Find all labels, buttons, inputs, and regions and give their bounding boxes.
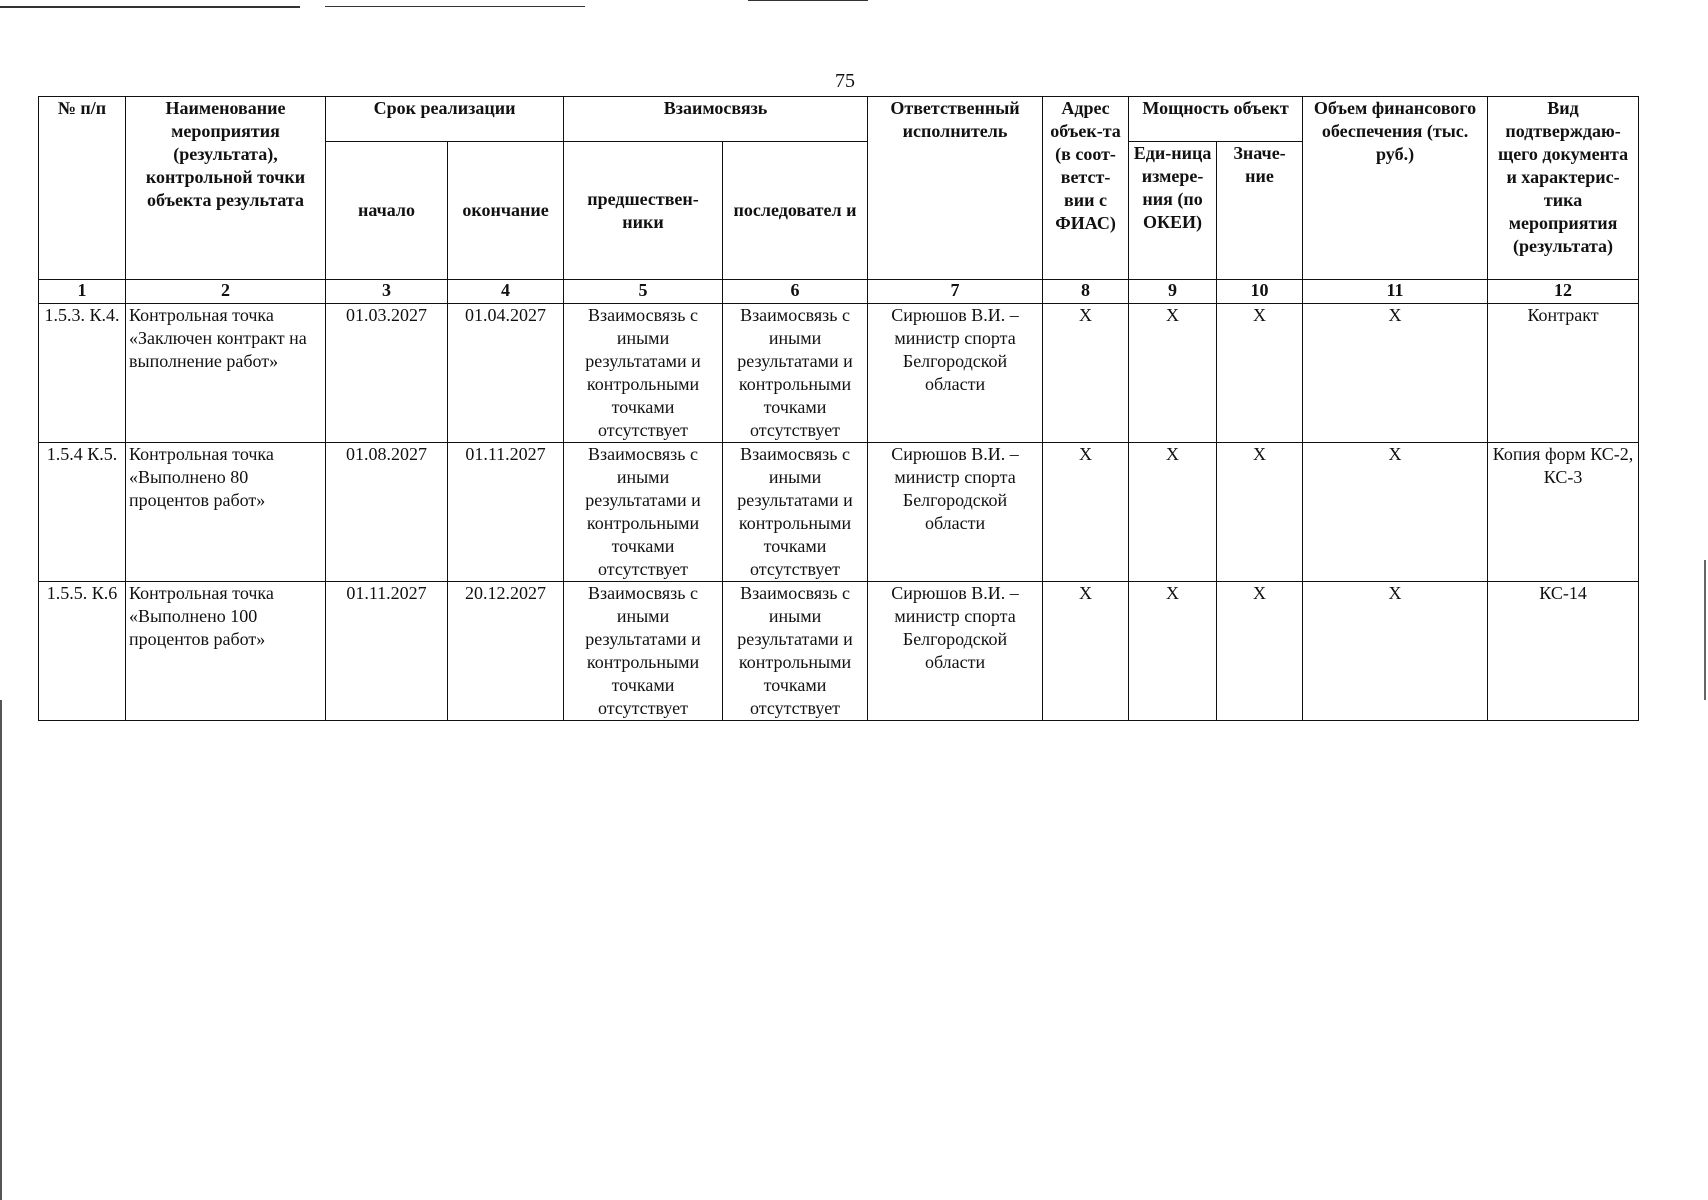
cell-document: Копия форм КС-2, КС-3 xyxy=(1488,443,1639,582)
table-row xyxy=(39,443,1639,582)
scan-artifact-line xyxy=(325,6,585,7)
column-number: 8 xyxy=(1043,280,1129,304)
cell-successors: Взаимосвязь с иными результатами и контрольными точками отсутствует xyxy=(723,582,868,721)
header-name: Наименование мероприятия (результата), контрольной точки объекта результата xyxy=(126,97,326,280)
cell-name: Контрольная точка «Заключен контракт на выполнение работ» xyxy=(126,304,326,443)
cell-address: X xyxy=(1043,304,1129,443)
cell-successors: Взаимосвязь с иными результатами и контрольными точками отсутствует xyxy=(723,304,868,443)
cell-name: Контрольная точка «Выполнено 80 процентов работ» xyxy=(126,443,326,582)
header-term: Срок реализации xyxy=(326,97,564,142)
header-link: Взаимосвязь xyxy=(564,97,868,142)
table-header xyxy=(39,97,1639,304)
plan-table xyxy=(38,96,1639,721)
header-address: Адрес объек-та (в соот-ветст-вии с ФИАС) xyxy=(1043,97,1129,280)
table-body xyxy=(39,304,1639,721)
cell-start-date: 01.03.2027 xyxy=(326,304,448,443)
header-document: Вид подтверждаю-щего документа и характерис-тика мероприятия (результата) xyxy=(1488,97,1639,280)
cell-name: Контрольная точка «Выполнено 100 процентов работ» xyxy=(126,582,326,721)
table-row xyxy=(39,582,1639,721)
column-number: 9 xyxy=(1129,280,1217,304)
cell-finance: X xyxy=(1303,304,1488,443)
scan-artifact-line xyxy=(748,0,868,1)
cell-end-date: 01.04.2027 xyxy=(448,304,564,443)
scan-edge-line xyxy=(0,700,2,1200)
scan-artifact-line xyxy=(0,6,300,8)
cell-responsible: Сирюшов В.И. – министр спорта Белгородской области xyxy=(868,304,1043,443)
header-power-value: Значе-ние xyxy=(1217,142,1303,280)
header-responsible: Ответственный исполнитель xyxy=(868,97,1043,280)
column-number: 7 xyxy=(868,280,1043,304)
cell-end-date: 20.12.2027 xyxy=(448,582,564,721)
cell-successors: Взаимосвязь с иными результатами и контрольными точками отсутствует xyxy=(723,443,868,582)
column-number: 6 xyxy=(723,280,868,304)
cell-document: КС-14 xyxy=(1488,582,1639,721)
cell-predecessors: Взаимосвязь с иными результатами и контрольными точками отсутствует xyxy=(564,582,723,721)
header-power: Мощность объект xyxy=(1129,97,1303,142)
column-number: 3 xyxy=(326,280,448,304)
column-number: 12 xyxy=(1488,280,1639,304)
cell-predecessors: Взаимосвязь с иными результатами и контрольными точками отсутствует xyxy=(564,443,723,582)
cell-no: 1.5.4 К.5. xyxy=(39,443,126,582)
column-number: 2 xyxy=(126,280,326,304)
page-number: 75 xyxy=(835,70,855,92)
cell-finance: X xyxy=(1303,443,1488,582)
cell-value: X xyxy=(1217,582,1303,721)
cell-value: X xyxy=(1217,443,1303,582)
cell-responsible: Сирюшов В.И. – министр спорта Белгородской области xyxy=(868,582,1043,721)
column-number: 4 xyxy=(448,280,564,304)
cell-predecessors: Взаимосвязь с иными результатами и контрольными точками отсутствует xyxy=(564,304,723,443)
column-number: 11 xyxy=(1303,280,1488,304)
column-number: 10 xyxy=(1217,280,1303,304)
header-finance: Объем финансового обеспечения (тыс. руб.) xyxy=(1303,97,1488,280)
cell-unit: X xyxy=(1129,582,1217,721)
cell-unit: X xyxy=(1129,443,1217,582)
table-row xyxy=(39,304,1639,443)
cell-start-date: 01.11.2027 xyxy=(326,582,448,721)
scan-edge-line xyxy=(1704,560,1706,700)
cell-end-date: 01.11.2027 xyxy=(448,443,564,582)
cell-start-date: 01.08.2027 xyxy=(326,443,448,582)
header-term-start: начало xyxy=(326,142,448,280)
column-number-row xyxy=(39,280,1639,304)
column-number: 1 xyxy=(39,280,126,304)
cell-address: X xyxy=(1043,582,1129,721)
header-term-end: окончание xyxy=(448,142,564,280)
cell-finance: X xyxy=(1303,582,1488,721)
header-power-unit: Еди-ница измере-ния (по ОКЕИ) xyxy=(1129,142,1217,280)
cell-unit: X xyxy=(1129,304,1217,443)
header-link-prev: предшествен-ники xyxy=(564,142,723,280)
cell-address: X xyxy=(1043,443,1129,582)
column-number: 5 xyxy=(564,280,723,304)
header-link-next: последовател и xyxy=(723,142,868,280)
cell-responsible: Сирюшов В.И. – министр спорта Белгородской области xyxy=(868,443,1043,582)
cell-no: 1.5.5. К.6 xyxy=(39,582,126,721)
cell-value: X xyxy=(1217,304,1303,443)
cell-document: Контракт xyxy=(1488,304,1639,443)
header-no: № п/п xyxy=(39,97,126,280)
cell-no: 1.5.3. К.4. xyxy=(39,304,126,443)
